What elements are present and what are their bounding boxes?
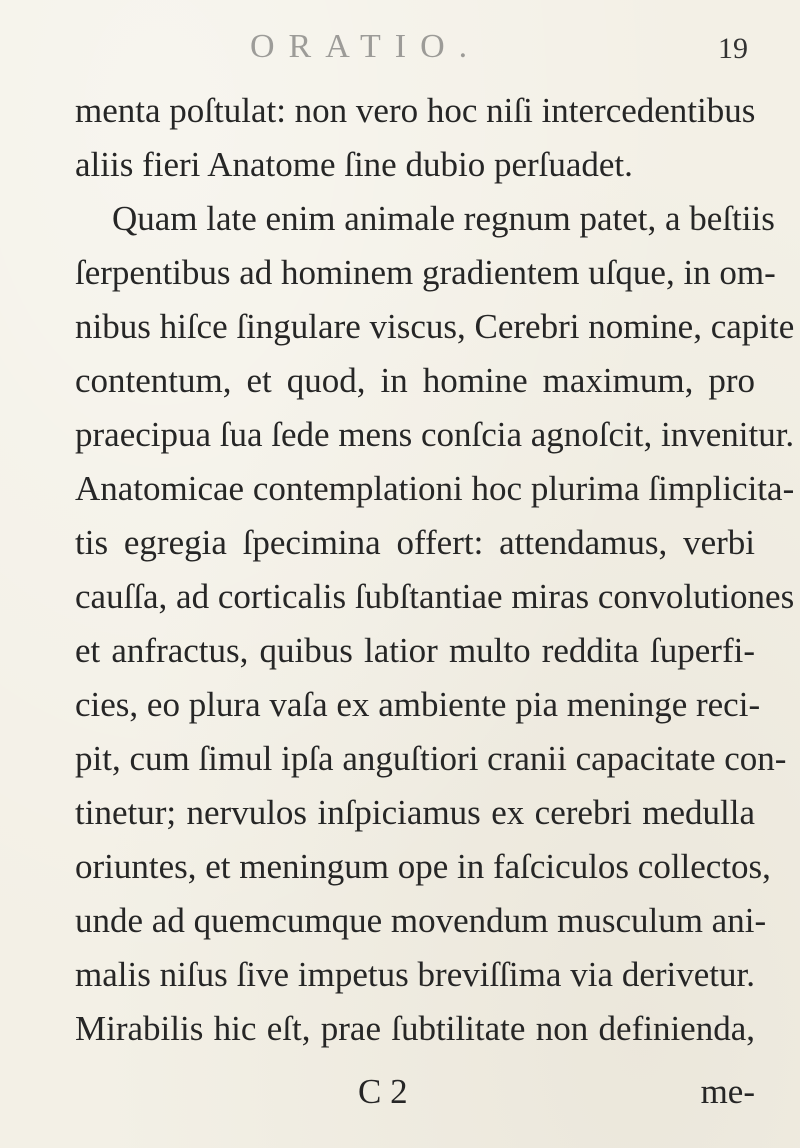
text-line: tinetur; nervulos inſpiciamus ex cerebri medulla: [75, 793, 755, 832]
text-line: aliis fieri Anatome ſine dubio perſuadet.: [75, 145, 633, 184]
text-line: cauſſa, ad corticalis ſubſtantiae miras convolutiones: [75, 577, 795, 616]
text-line: et anfractus, quibus latior multo reddita ſuperfi-: [75, 631, 755, 670]
catchword: me-: [700, 1072, 755, 1111]
text-line: praecipua ſua ſede mens conſcia agnoſcit, invenitur.: [75, 415, 795, 454]
text-line: Anatomicae contemplationi hoc plurima ſimplicita-: [75, 469, 795, 508]
text-line: unde ad quemcumque movendum musculum ani-: [75, 901, 767, 940]
text-line: menta poſtulat: non vero hoc niſi intercedentibus: [75, 91, 756, 130]
signature-mark: C 2: [358, 1072, 408, 1111]
running-head: ORATIO.: [250, 28, 482, 65]
text-line: Quam late enim animale regnum patet, a beſtiis: [112, 199, 775, 238]
page-number: 19: [718, 32, 748, 65]
text-line: Mirabilis hic eſt, prae ſubtilitate non definienda,: [75, 1009, 755, 1048]
text-line: ſerpentibus ad hominem gradientem uſque, in om-: [75, 253, 776, 292]
text-line: tis egregia ſpecimina offert: attendamus, verbi: [75, 523, 755, 562]
text-line: nibus hiſce ſingulare viscus, Cerebri nomine, capite: [75, 307, 795, 346]
text-line: cies, eo plura vaſa ex ambiente pia meninge reci-: [75, 685, 761, 724]
text-line: pit, cum ſimul ipſa anguſtiori cranii capacitate con-: [75, 739, 787, 778]
text-line: oriuntes, et meningum ope in faſciculos collectos,: [75, 847, 771, 886]
text-line: contentum, et quod, in homine maximum, pro: [75, 361, 755, 400]
text-line: malis niſus ſive impetus breviſſima via derivetur.: [75, 955, 755, 994]
